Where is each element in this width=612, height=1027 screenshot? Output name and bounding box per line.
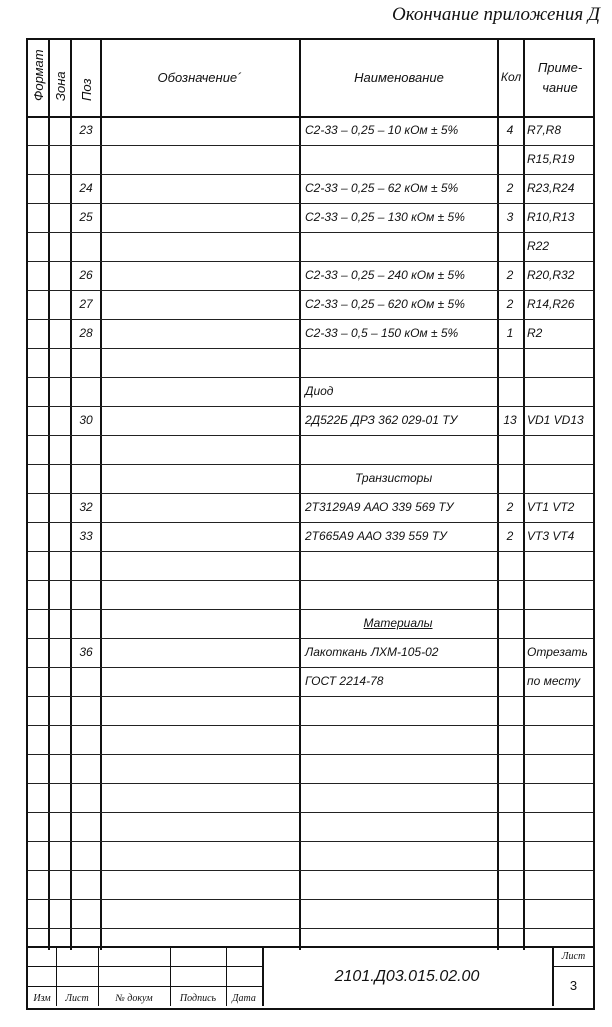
table-row	[28, 290, 593, 320]
position-cell: 30	[79, 413, 93, 427]
appendix-caption: Окончание приложения Д	[392, 4, 600, 25]
table-row	[28, 841, 593, 871]
name-cell: С2-33 – 0,5 – 150 кОм ± 5%	[305, 326, 459, 340]
name-cell: 2Т665А9 ААО 339 559 ТУ	[305, 529, 447, 543]
name-cell: 2Т3129А9 ААО 339 569 ТУ	[305, 500, 454, 514]
sheet-number: 3	[569, 978, 578, 993]
note-cell: VT3 VT4	[527, 529, 575, 543]
position-cell	[72, 580, 100, 609]
name-cell: Транзисторы	[355, 471, 433, 485]
name-cell	[301, 754, 501, 783]
name-cell: С2-33 – 0,25 – 10 кОм ± 5%	[305, 123, 459, 137]
quantity-cell: 1	[506, 326, 514, 340]
name-cell	[301, 580, 501, 609]
stamp-izm: Изм	[33, 993, 51, 1004]
table-row	[28, 319, 593, 349]
name-cell: ГОСТ 2214-78	[305, 674, 384, 688]
position-cell: 32	[79, 500, 93, 514]
note-cell: Отрезать	[527, 645, 588, 659]
table-row	[28, 348, 593, 378]
quantity-cell	[497, 696, 523, 725]
table-header	[28, 40, 593, 118]
quantity-cell	[497, 464, 523, 493]
name-cell	[301, 812, 501, 841]
name-cell	[301, 841, 501, 870]
position-cell	[72, 145, 100, 174]
spec-table	[26, 38, 595, 1010]
position-cell	[72, 551, 100, 580]
name-cell	[301, 870, 501, 899]
table-row	[28, 435, 593, 465]
note-cell: по месту	[527, 674, 581, 688]
name-cell	[301, 725, 501, 754]
quantity-cell	[497, 899, 523, 928]
name-cell	[301, 551, 501, 580]
position-cell: 23	[79, 123, 93, 137]
position-cell	[72, 377, 100, 406]
stamp-divider	[28, 966, 262, 967]
name-cell	[301, 783, 501, 812]
table-row	[28, 638, 593, 668]
position-cell	[72, 754, 100, 783]
quantity-cell: 2	[506, 529, 514, 543]
header-note-2: чание	[542, 80, 578, 95]
name-cell: С2-33 – 0,25 – 620 кОм ± 5%	[305, 297, 465, 311]
note-cell	[525, 377, 597, 406]
stamp-date: Дата	[232, 993, 256, 1004]
stamp-signature: Подпись	[179, 993, 217, 1004]
title-block	[28, 946, 593, 1008]
quantity-cell	[497, 841, 523, 870]
position-cell	[72, 348, 100, 377]
note-cell	[525, 609, 597, 638]
quantity-cell: 2	[506, 297, 514, 311]
stamp-divider	[28, 986, 262, 987]
note-cell	[525, 812, 597, 841]
quantity-cell	[497, 232, 523, 261]
position-cell: 28	[79, 326, 93, 340]
note-cell	[525, 348, 597, 377]
table-row	[28, 812, 593, 842]
position-cell	[72, 232, 100, 261]
note-cell	[525, 841, 597, 870]
quantity-cell	[497, 435, 523, 464]
name-cell	[301, 348, 501, 377]
note-cell	[525, 464, 597, 493]
name-cell: 2Д522Б ДРЗ 362 029-01 ТУ	[305, 413, 458, 427]
position-cell	[72, 725, 100, 754]
quantity-cell	[497, 754, 523, 783]
table-row	[28, 232, 593, 262]
quantity-cell	[497, 551, 523, 580]
note-cell	[525, 696, 597, 725]
quantity-cell	[497, 145, 523, 174]
table-row	[28, 464, 593, 494]
header-note-1: Приме-	[537, 60, 583, 75]
name-cell: Материалы	[363, 616, 433, 630]
table-row	[28, 551, 593, 581]
table-row	[28, 667, 593, 697]
note-cell	[525, 725, 597, 754]
table-row	[28, 522, 593, 552]
stamp-doc-no: № докум	[115, 993, 153, 1004]
position-cell	[72, 667, 100, 696]
note-cell: R20,R32	[527, 268, 575, 282]
position-cell: 36	[79, 645, 93, 659]
note-cell: VT1 VT2	[527, 500, 575, 514]
position-cell: 26	[79, 268, 93, 282]
position-cell	[72, 870, 100, 899]
name-cell: С2-33 – 0,25 – 130 кОм ± 5%	[305, 210, 465, 224]
table-row	[28, 174, 593, 204]
quantity-cell	[497, 812, 523, 841]
note-cell: R23,R24	[527, 181, 575, 195]
quantity-cell: 2	[506, 500, 514, 514]
position-cell	[72, 899, 100, 928]
name-cell	[301, 435, 501, 464]
name-cell: С2-33 – 0,25 – 62 кОм ± 5%	[305, 181, 459, 195]
position-cell: 27	[79, 297, 93, 311]
note-cell	[525, 435, 597, 464]
sheet-cell	[552, 948, 593, 1006]
position-cell	[72, 609, 100, 638]
stamp-list: Лист	[65, 993, 89, 1004]
quantity-cell	[497, 609, 523, 638]
table-row	[28, 754, 593, 784]
table-row	[28, 377, 593, 407]
note-cell	[525, 551, 597, 580]
header-designation: Обозначение´	[157, 70, 242, 85]
position-cell	[72, 783, 100, 812]
name-cell: С2-33 – 0,25 – 240 кОм ± 5%	[305, 268, 465, 282]
table-row	[28, 609, 593, 639]
header-qty: Кол	[500, 70, 522, 84]
note-cell	[525, 870, 597, 899]
table-row	[28, 696, 593, 726]
name-cell	[301, 145, 501, 174]
table-row	[28, 493, 593, 523]
position-cell	[72, 812, 100, 841]
quantity-cell: 2	[506, 268, 514, 282]
header-name: Наименование	[354, 70, 444, 85]
position-cell: 33	[79, 529, 93, 543]
header-format: Формат	[31, 49, 46, 101]
position-cell	[72, 696, 100, 725]
table-row	[28, 899, 593, 929]
name-cell	[301, 899, 501, 928]
name-cell: Диод	[305, 384, 334, 398]
document-code: 2101.Д03.015.02.00	[334, 968, 480, 985]
quantity-cell	[497, 638, 523, 667]
header-zone: Зона	[53, 71, 68, 101]
table-row	[28, 145, 593, 175]
note-cell: VD1 VD13	[527, 413, 584, 427]
quantity-cell	[497, 783, 523, 812]
sheet-label: Лист	[554, 948, 593, 967]
table-row	[28, 406, 593, 436]
quantity-cell	[497, 348, 523, 377]
quantity-cell: 2	[506, 181, 514, 195]
note-cell: R2	[527, 326, 543, 340]
note-cell	[525, 754, 597, 783]
position-cell	[72, 464, 100, 493]
quantity-cell	[497, 725, 523, 754]
table-row	[28, 580, 593, 610]
note-cell: R15,R19	[527, 152, 575, 166]
note-cell: R22	[527, 239, 550, 253]
note-cell: R7,R8	[527, 123, 562, 137]
note-cell	[525, 783, 597, 812]
quantity-cell	[497, 580, 523, 609]
table-row	[28, 203, 593, 233]
position-cell	[72, 435, 100, 464]
note-cell: R14,R26	[527, 297, 575, 311]
position-cell: 25	[79, 210, 93, 224]
name-cell	[301, 696, 501, 725]
quantity-cell: 4	[506, 123, 514, 137]
name-cell	[301, 232, 501, 261]
position-cell	[72, 841, 100, 870]
quantity-cell: 3	[506, 210, 514, 224]
note-cell	[525, 580, 597, 609]
header-pos: Поз	[79, 78, 94, 101]
table-row	[28, 261, 593, 291]
name-cell: Лакоткань ЛХМ-105-02	[305, 645, 439, 659]
note-cell	[525, 899, 597, 928]
quantity-cell	[497, 667, 523, 696]
quantity-cell	[497, 870, 523, 899]
table-row	[28, 725, 593, 755]
table-row	[28, 783, 593, 813]
table-row	[28, 116, 593, 146]
position-cell: 24	[79, 181, 93, 195]
quantity-cell	[497, 377, 523, 406]
table-row	[28, 870, 593, 900]
note-cell: R10,R13	[527, 210, 575, 224]
quantity-cell: 13	[503, 413, 517, 427]
